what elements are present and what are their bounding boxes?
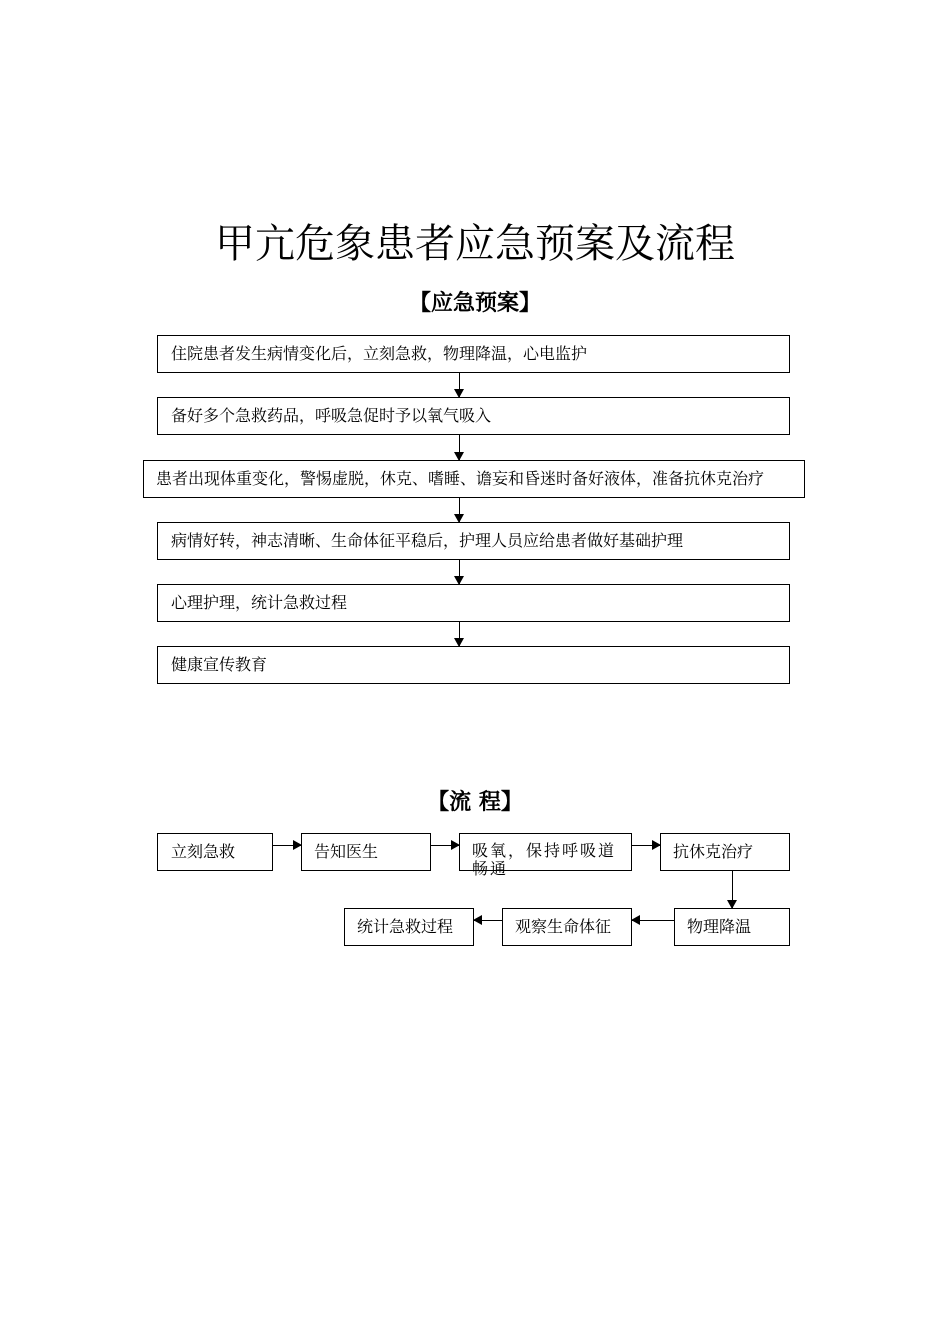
- plan-step-4-text: 病情好转，神志清晰、生命体征平稳后，护理人员应给患者做好基础护理: [171, 531, 684, 550]
- flow-step-notify-doctor: [301, 833, 431, 871]
- arrow-down-icon: [459, 560, 460, 584]
- plan-step-5-text: 心理护理，统计急救过程: [171, 593, 348, 612]
- arrow-right-icon: [431, 845, 459, 846]
- flow-heading: 【流 程】: [427, 790, 523, 815]
- plan-step-6-text: 健康宣传教育: [171, 655, 268, 674]
- flow-step-rescue: [157, 833, 273, 871]
- flow-step-oxygen-text: 吸氧，保持呼吸道畅通: [472, 841, 617, 878]
- plan-step-5: [157, 584, 790, 622]
- arrow-left-icon: [632, 920, 674, 921]
- plan-step-2: [157, 397, 790, 435]
- flow-step-record-text: 统计急救过程: [357, 917, 454, 936]
- arrow-down-icon: [459, 373, 460, 397]
- plan-heading: 【应急预案】: [408, 291, 541, 316]
- arrow-down-icon: [459, 622, 460, 646]
- plan-step-4: [157, 522, 790, 560]
- arrow-down-icon: [459, 435, 460, 460]
- flow-step-observe-vitals: [502, 908, 632, 946]
- flow-step-rescue-text: 立刻急救: [171, 842, 236, 861]
- plan-step-3-text: 患者出现体重变化，警惕虚脱，休克、嗜睡、谵妄和昏迷时备好液体，准备抗休克治疗: [156, 469, 765, 488]
- plan-step-1-text: 住院患者发生病情变化后，立刻急救，物理降温，心电监护: [171, 344, 588, 363]
- plan-step-3: [143, 460, 805, 498]
- plan-step-2-text: 备好多个急救药品，呼吸急促时予以氧气吸入: [171, 406, 492, 425]
- page-title: 甲亢危象患者应急预案及流程: [215, 221, 735, 267]
- flow-step-notify-doctor-text: 告知医生: [314, 842, 379, 861]
- flow-step-cooling: [674, 908, 790, 946]
- flow-step-oxygen: [459, 833, 632, 878]
- arrow-left-icon: [474, 920, 502, 921]
- arrow-down-icon: [732, 871, 733, 908]
- arrow-right-icon: [632, 845, 660, 846]
- arrow-right-icon: [273, 845, 301, 846]
- plan-step-6: [157, 646, 790, 684]
- flow-step-record: [344, 908, 474, 946]
- flow-step-cooling-text: 物理降温: [687, 917, 752, 936]
- flow-step-anti-shock: [660, 833, 790, 871]
- plan-step-1: [157, 335, 790, 373]
- arrow-down-icon: [459, 498, 460, 522]
- flow-step-observe-vitals-text: 观察生命体征: [515, 917, 612, 936]
- flow-step-anti-shock-text: 抗休克治疗: [673, 842, 754, 861]
